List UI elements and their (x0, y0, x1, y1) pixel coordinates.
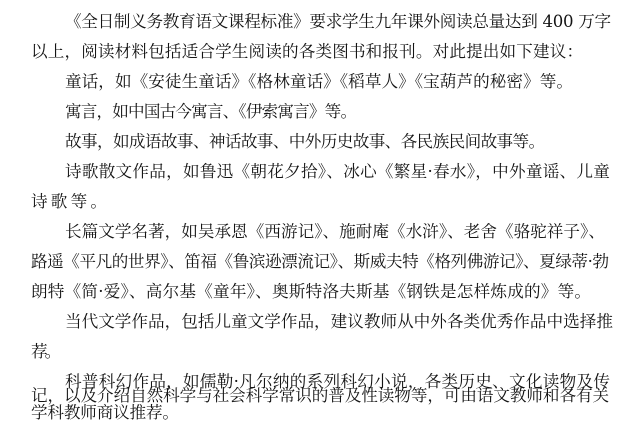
fairy-tales-line: 童话，如《安徒生童话》《格林童话》《稻草人》《宝葫芦的秘密》等。 (65, 72, 574, 91)
poetry-line-2: 诗歌等。 (31, 192, 111, 211)
fables-line: 寓言，如中国古今寓言、《伊索寓言》等。 (65, 102, 357, 121)
science-line-2: 记，以及介绍自然科学与社会科学常识的普及性读物等，可由语文教师和各有关 (31, 386, 609, 405)
poetry-line-1: 诗歌散文作品，如鲁迅《朝花夕拾》、冰心《繁星·春水》，中外童谣、儿童 (65, 162, 611, 181)
science-line-3: 学科教师商议推荐。 (31, 403, 179, 422)
intro-line-2: 以上，阅读材料包括适合学生阅读的各类图书和报刊。对此提出如下建议： (31, 42, 584, 61)
stories-line: 故事，如成语故事、神话故事、中外历史故事、各民族民间故事等。 (65, 132, 545, 151)
novels-line-3: 朗特《简·爱》、高尔基《童年》、奥斯特洛夫斯基《钢铁是怎样炼成的》等。 (31, 282, 592, 301)
novels-line-1: 长篇文学名著，如吴承恩《西游记》、施耐庵《水浒》、老舍《骆驼祥子》、 (65, 222, 605, 241)
science-line-1: 科普科幻作品，如儒勒·凡尔纳的系列科幻小说，各类历史、文化读物及传 (65, 372, 611, 391)
novels-line-2: 路遥《平凡的世界》、笛福《鲁滨逊漂流记》、斯威夫特《格列佛游记》、夏绿蒂·勃 (31, 252, 609, 271)
intro-line-1: 《全日制义务教育语文课程标准》要求学生九年课外阅读总量达到 400 万字 (65, 12, 611, 31)
contemporary-line-1: 当代文学作品，包括儿童文学作品，建议教师从中外各类优秀作品中选择推 (65, 312, 613, 331)
contemporary-line-2: 荐。 (31, 342, 59, 361)
